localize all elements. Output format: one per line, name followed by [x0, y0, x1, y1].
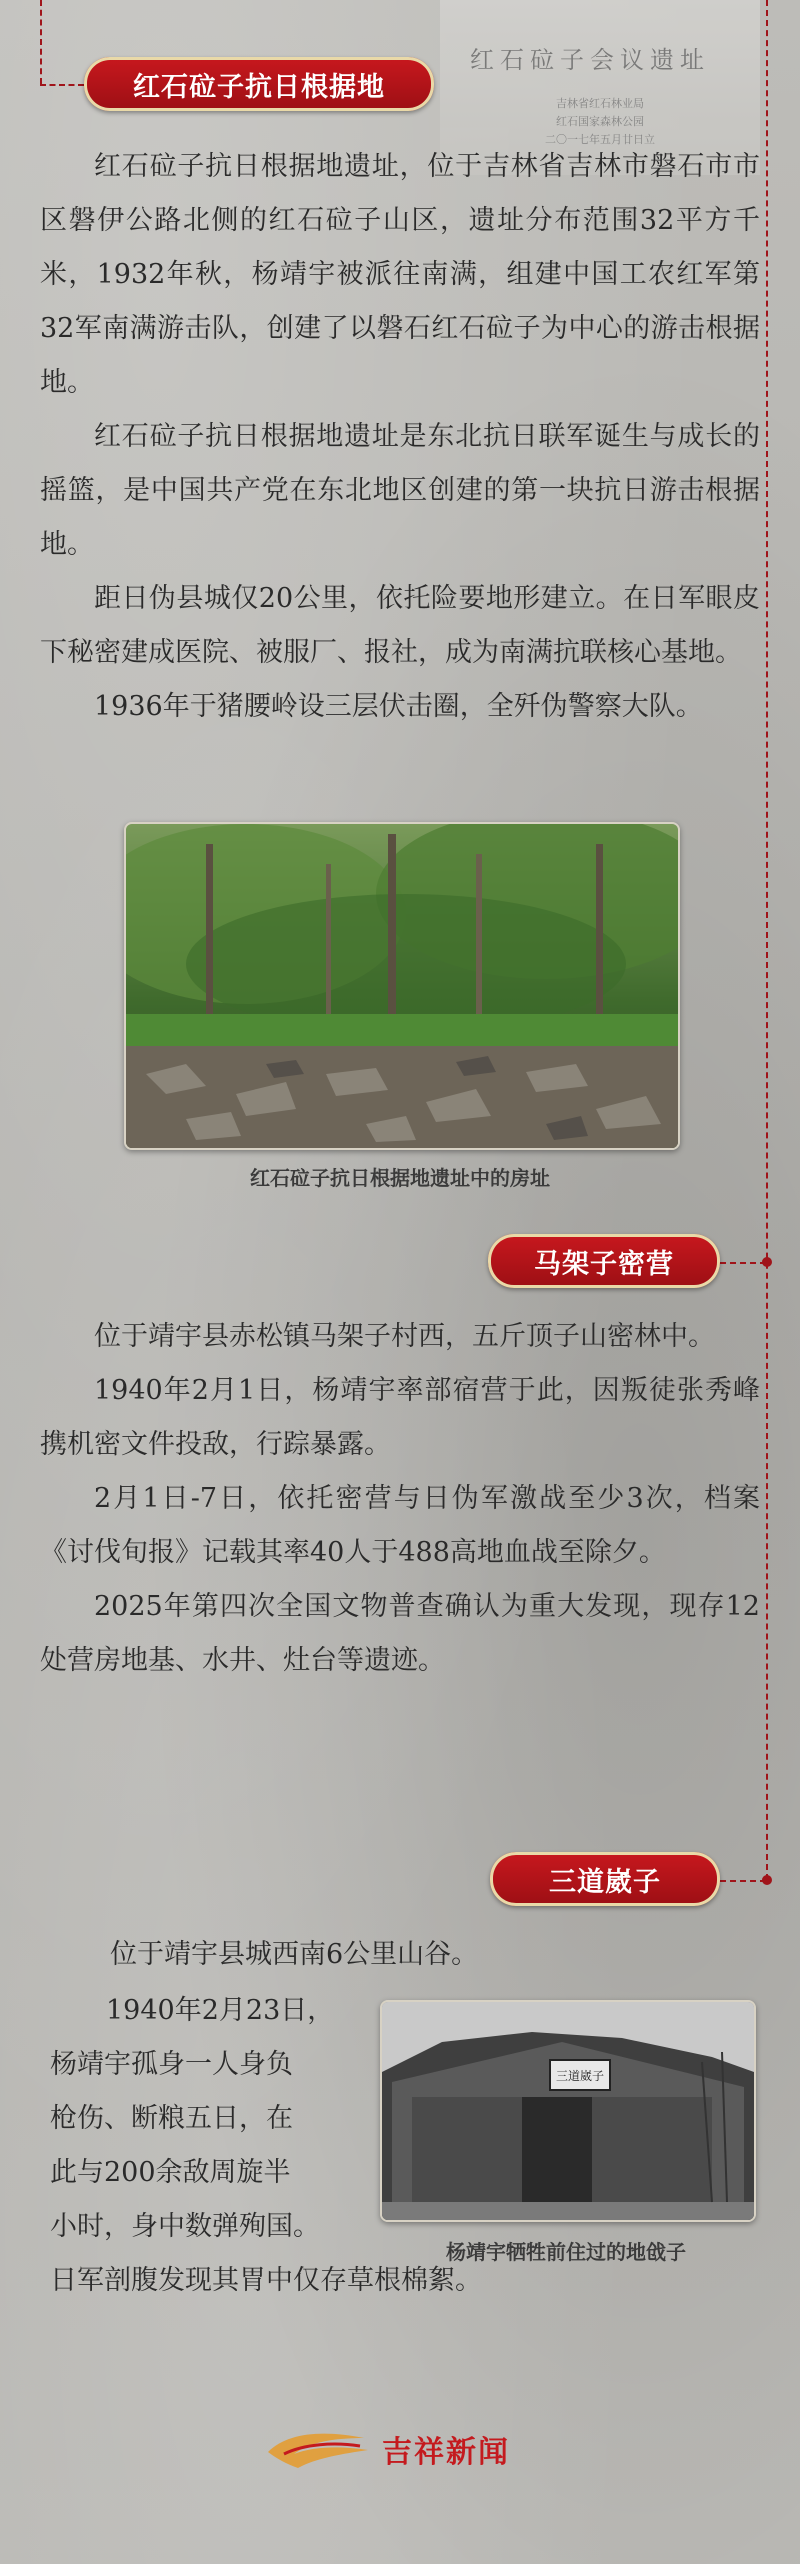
section1-body	[40, 140, 760, 734]
paragraph: 2月1日-7日，依托密营与日伪军激战至少3次，档案《讨伐旬报》记载其率40人于488高地血战至除夕。	[40, 1483, 760, 1568]
footer-logo	[264, 2424, 510, 2474]
paragraph: 距日伪县城仅20公里，依托险要地形建立。在日军眼皮下秘密建成医院、被服厂、报社，成为南满抗联核心基地。	[40, 583, 760, 668]
paragraph: 红石砬子抗日根据地遗址是东北抗日联军诞生与成长的摇篮，是中国共产党在东北地区创建的第一块抗日游击根据地。	[40, 421, 760, 560]
logo-text: 吉祥新闻	[382, 2435, 510, 2470]
stele-title: 红石砬子会议遗址	[470, 46, 710, 74]
section-title-majiazi: 马架子密营	[488, 1234, 720, 1288]
photo-caption: 红石砬子抗日根据地遗址中的房址	[250, 1166, 550, 1190]
stele-line: 吉林省红石林业局	[556, 97, 644, 110]
paragraph: 位于靖宇县赤松镇马架子村西，五斤顶子山密林中。	[94, 1321, 715, 1352]
text-line: 此与200余敌周旋半	[50, 2157, 291, 2188]
connector-dot	[762, 1875, 772, 1885]
section2-body	[40, 1310, 760, 1688]
paragraph: 位于靖宇县城西南6公里山谷。	[110, 1939, 479, 1970]
section-title-hongshilazi: 红石砬子抗日根据地	[84, 57, 434, 111]
section3-intro	[56, 1928, 479, 1982]
connector-line	[766, 0, 768, 1880]
connector-line	[40, 0, 42, 84]
stele-line: 红石国家森林公园	[556, 115, 644, 128]
forest-site-photo	[124, 822, 680, 1150]
section3-body	[50, 1984, 482, 2308]
section-title-sandaowaizi: 三道崴子	[490, 1852, 720, 1906]
connector-line	[720, 1880, 766, 1882]
text-line: 小时，身中数弹殉国。	[50, 2211, 320, 2242]
stele-line: 二〇一七年五月廿日立	[545, 133, 655, 146]
photo-caption: 杨靖宇牺牲前住过的地戗子	[446, 2240, 686, 2264]
text-line: 枪伤、断粮五日，在	[50, 2103, 293, 2134]
connector-line	[720, 1262, 766, 1264]
connector-line	[40, 84, 84, 86]
paragraph: 1936年于猪腰岭设三层伏击圈，全歼伪警察大队。	[94, 691, 703, 722]
logo-icon	[264, 2424, 374, 2474]
paragraph: 红石砬子抗日根据地遗址，位于吉林省吉林市磐石市市区磐伊公路北侧的红石砬子山区，遗址分布范围32平方千米，1932年秋，杨靖宇被派往南满，组建中国工农红军第32军南满游击队，创建了以磐石红石砬子为中心的游击根据地。	[40, 151, 760, 398]
paragraph: 2025年第四次全国文物普查确认为重大发现，现存12处营房地基、水井、灶台等遗迹。	[40, 1591, 760, 1676]
connector-dot	[762, 1257, 772, 1267]
text-line: 杨靖宇孤身一人身负	[50, 2049, 293, 2080]
sign-text: 三道崴子	[555, 2069, 605, 2083]
paragraph: 1940年2月1日，杨靖宇率部宿营于此，因叛徒张秀峰携机密文件投敌，行踪暴露。	[40, 1375, 760, 1460]
text-line: 1940年2月23日，	[106, 1995, 335, 2026]
text-line: 日军剖腹发现其胃中仅存草根棉絮。	[50, 2265, 482, 2296]
dugout-photo	[380, 2000, 756, 2222]
